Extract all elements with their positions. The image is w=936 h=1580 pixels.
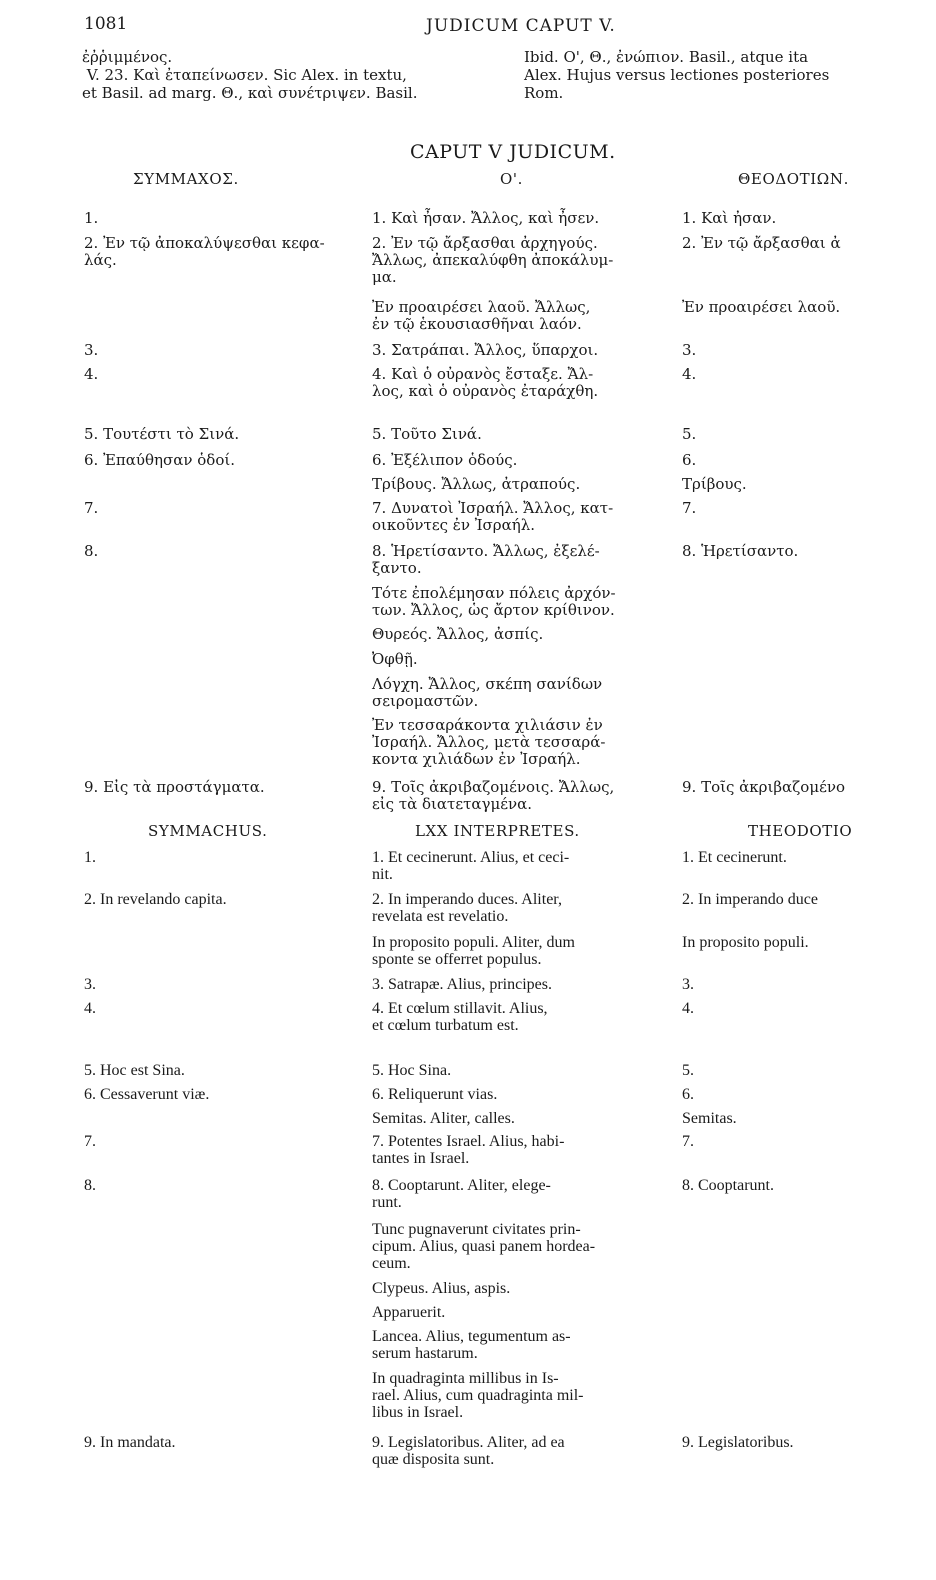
caput-title: CAPUT V JUDICUM. [410, 141, 616, 163]
greek-septuagint-cell: Λόγχη. Ἄλλος, σκέπη σανίδων σειρομαστῶν. [372, 675, 603, 710]
latin-theodotio-cell: 4. [682, 1000, 694, 1017]
greek-septuagint-cell: Ὀφθῇ. [372, 650, 418, 668]
greek-symmachus-cell: 1. [84, 209, 99, 227]
greek-symmachus-cell: 7. [84, 499, 99, 517]
latin-lxx-cell: 2. In imperando duces. Aliter, revelata est revelatio. [372, 891, 562, 925]
latin-symmachus-cell: 9. In mandata. [84, 1434, 176, 1451]
latin-lxx-cell: Apparuerit. [372, 1304, 446, 1321]
greek-theodotion-cell: 3. [682, 342, 697, 359]
latin-lxx-cell: In proposito populi. Aliter, dum sponte se offerret populus. [372, 934, 575, 968]
greek-septuagint-cell: 6. Ἐξέλιπον ὁδούς. [372, 451, 518, 469]
latin-symmachus-cell: 2. In revelando capita. [84, 891, 227, 908]
greek-symmachus-cell: 4. [84, 365, 99, 383]
greek-septuagint-cell: 3. Σατράπαι. Ἄλλος, ὕπαρχοι. [372, 341, 599, 359]
greek-septuagint-cell: 1. Καὶ ἦσαν. Ἄλλος, καὶ ἦσεν. [372, 209, 600, 227]
footnote-right: Ibid. Ο', Θ., ἐνώπιον. Basil., atque ita Alex. Hujus versus lectiones posteriores Rom. [524, 48, 830, 102]
greek-theodotion-cell: 6. [682, 452, 697, 469]
latin-symmachus-cell: 4. [84, 1000, 96, 1017]
latin-lxx-cell: Clypeus. Alius, aspis. [372, 1280, 511, 1297]
greek-symmachus-cell: 9. Εἰς τὰ προστάγματα. [84, 778, 265, 796]
latin-symmachus-cell: 6. Cessaverunt viæ. [84, 1086, 210, 1103]
greek-theodotion-cell: 4. [682, 366, 697, 383]
greek-theodotion-cell: Ἐν προαιρέσει λαοῦ. [682, 299, 841, 316]
greek-header-symmachus: ΣΥΜΜΑΧΟΣ. [133, 170, 239, 188]
greek-septuagint-cell: 4. Καὶ ὁ οὐρανὸς ἔσταξε. Ἄλ- λος, καὶ ὁ οὐρανὸς ἐταράχθη. [372, 365, 599, 400]
latin-theodotio-cell: 5. [682, 1062, 694, 1079]
latin-theodotio-cell: 8. Cooptarunt. [682, 1177, 774, 1194]
latin-lxx-cell: 6. Reliquerunt vias. [372, 1086, 498, 1103]
latin-lxx-cell: 1. Et cecinerunt. Alius, et ceci- nit. [372, 849, 570, 883]
latin-lxx-cell: Semitas. Aliter, calles. [372, 1110, 515, 1127]
latin-theodotio-cell: 7. [682, 1133, 694, 1150]
latin-theodotio-cell: 2. In imperando duce [682, 891, 818, 908]
greek-theodotion-cell: 8. Ἡρετίσαντο. [682, 543, 799, 560]
latin-lxx-cell: 8. Cooptarunt. Aliter, elege- runt. [372, 1177, 551, 1211]
latin-lxx-cell: 7. Potentes Israel. Alius, habi- tantes in Israel. [372, 1133, 565, 1167]
greek-theodotion-cell: 7. [682, 500, 697, 517]
latin-theodotio-cell: In proposito populi. [682, 934, 809, 951]
greek-theodotion-cell: 9. Τοῖς ἀκριβαζομένο [682, 779, 846, 796]
latin-symmachus-cell: 7. [84, 1133, 96, 1150]
latin-symmachus-cell: 5. Hoc est Sina. [84, 1062, 185, 1079]
footnote-left: ἐῤῥιμμένος. V. 23. Καὶ ἐταπείνωσεν. Sic Alex. in textu, et Basil. ad marg. Θ., καὶ συνέτριψεν. Basil. [82, 48, 418, 102]
latin-lxx-cell: 4. Et cœlum stillavit. Alius, et cœlum turbatum est. [372, 1000, 548, 1034]
latin-theodotio-cell: 9. Legislatoribus. [682, 1434, 794, 1451]
greek-septuagint-cell: 8. Ἡρετίσαντο. Ἄλλως, ἐξελέ- ξαντο. [372, 542, 600, 577]
greek-symmachus-cell: 2. Ἐν τῷ ἀποκαλύψεσθαι κεφα- λάς. [84, 234, 325, 269]
greek-symmachus-cell: 3. [84, 341, 99, 359]
latin-header-symmachus: SYMMACHUS. [148, 822, 268, 840]
greek-header-septuagint: Ο'. [500, 170, 523, 188]
greek-septuagint-cell: 9. Τοῖς ἀκριβαζομένοις. Ἄλλως, εἰς τὰ διατεταγμένα. [372, 778, 615, 813]
latin-lxx-cell: In quadraginta millibus in Is- rael. Alius, cum quadraginta mil- libus in Israel. [372, 1370, 584, 1421]
greek-septuagint-cell: Ἐν προαιρέσει λαοῦ. Ἄλλως, ἐν τῷ ἑκουσιασθῆναι λαόν. [372, 298, 591, 333]
latin-lxx-cell: 3. Satrapæ. Alius, principes. [372, 976, 552, 993]
greek-theodotion-cell: 1. Καὶ ἦσαν. [682, 210, 777, 227]
latin-symmachus-cell: 8. [84, 1177, 96, 1194]
latin-theodotio-cell: Semitas. [682, 1110, 737, 1127]
running-title: JUDICUM CAPUT V. [426, 16, 616, 36]
greek-septuagint-cell: Τότε ἐπολέμησαν πόλεις ἀρχόν- των. Ἄλλος, ὡς ἄρτον κρίθινον. [372, 584, 616, 619]
greek-symmachus-cell: 6. Ἐπαύθησαν ὁδοί. [84, 451, 235, 469]
greek-header-theodotion: ΘΕΟΔΟΤΙΩΝ. [738, 170, 849, 188]
latin-lxx-cell: 9. Legislatoribus. Aliter, ad ea quæ disposita sunt. [372, 1434, 565, 1468]
latin-symmachus-cell: 3. [84, 976, 96, 993]
greek-theodotion-cell: Τρίβους. [682, 476, 747, 493]
latin-lxx-cell: Lancea. Alius, tegumentum as- serum hastarum. [372, 1328, 571, 1362]
greek-septuagint-cell: Θυρεός. Ἄλλος, ἀσπίς. [372, 625, 544, 643]
greek-septuagint-cell: 2. Ἐν τῷ ἄρξασθαι ἀρχηγούς. Ἄλλως, ἀπεκαλύφθη ἀποκάλυμ- μα. [372, 234, 614, 286]
latin-theodotio-cell: 3. [682, 976, 694, 993]
greek-septuagint-cell: 5. Τοῦτο Σινά. [372, 425, 482, 443]
latin-header-lxx: LXX INTERPRETES. [415, 822, 580, 840]
greek-theodotion-cell: 5. [682, 426, 697, 443]
greek-septuagint-cell: Ἐν τεσσαράκοντα χιλιάσιν ἐν Ἰσραήλ. Ἄλλος, μετὰ τεσσαρά- κοντα χιλιάδων ἐν Ἰσραήλ. [372, 716, 606, 768]
latin-lxx-cell: Tunc pugnaverunt civitates prin- cipum. Alius, quasi panem hordea- ceum. [372, 1221, 596, 1272]
page-number: 1081 [84, 14, 128, 34]
greek-symmachus-cell: 8. [84, 542, 99, 560]
latin-theodotio-cell: 1. Et cecinerunt. [682, 849, 787, 866]
latin-header-theodotio: THEODOTIO [748, 822, 853, 840]
greek-septuagint-cell: 7. Δυνατοὶ Ἰσραήλ. Ἄλλος, κατ- οικοῦντες ἐν Ἰσραήλ. [372, 499, 614, 534]
greek-septuagint-cell: Τρίβους. Ἄλλως, ἀτραπούς. [372, 475, 581, 493]
greek-theodotion-cell: 2. Ἐν τῷ ἄρξασθαι ἀ [682, 235, 841, 252]
latin-lxx-cell: 5. Hoc Sina. [372, 1062, 452, 1079]
latin-theodotio-cell: 6. [682, 1086, 694, 1103]
latin-symmachus-cell: 1. [84, 849, 96, 866]
greek-symmachus-cell: 5. Τουτέστι τὸ Σινά. [84, 425, 240, 443]
